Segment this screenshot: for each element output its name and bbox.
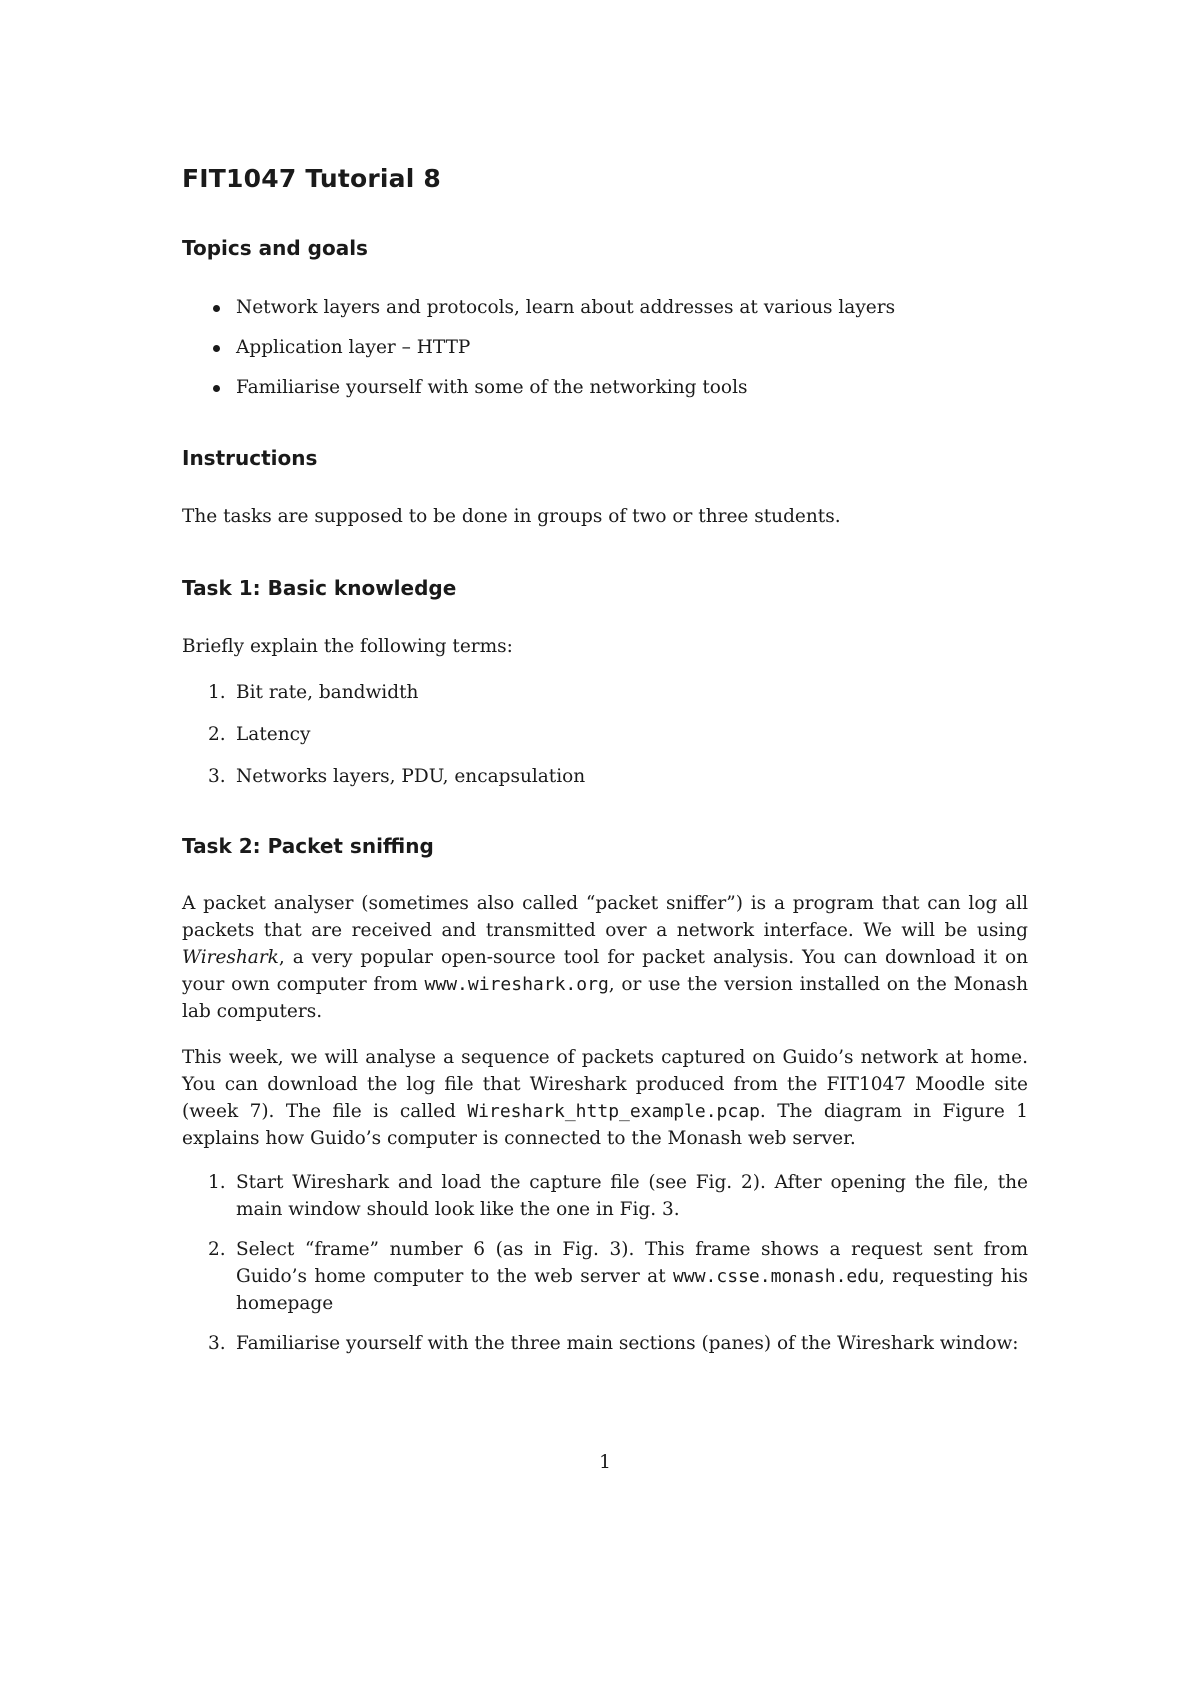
emphasis-text: Wireshark <box>182 947 279 968</box>
paragraph-text: A packet analyser (sometimes also called “packet sniffer”) is a program that can log all packets that are received and transmitted over a network interface. We will be using <box>182 893 1028 941</box>
list-item-text: Bit rate, bandwidth <box>236 682 419 703</box>
list-item <box>182 763 585 790</box>
task1-list <box>182 679 585 790</box>
paragraph-text: , a very popular open-source tool for packet analysis. You can download it on your own computer from <box>182 947 1028 995</box>
list-item <box>182 334 895 361</box>
section-heading-task2: Task 2: Packet sniffing <box>182 834 434 858</box>
task2-paragraph-2 <box>182 1044 1028 1152</box>
paragraph-text: . The diagram in Figure 1 explains how Guido’s computer is connected to the Monash web server. <box>182 1101 1028 1149</box>
list-item <box>182 294 895 321</box>
bullet-icon <box>213 385 220 392</box>
section-heading-topics: Topics and goals <box>182 236 368 260</box>
list-item-text: , requesting his homepage <box>236 1266 1028 1314</box>
task2-steps-list <box>182 1169 1028 1357</box>
list-item-text: Application layer – HTTP <box>236 337 471 358</box>
list-item-text: Familiarise yourself with some of the networking tools <box>236 377 748 398</box>
list-number: 1. <box>208 682 226 703</box>
list-item-text: Networks layers, PDU, encapsulation <box>236 766 586 787</box>
topics-list <box>182 294 895 401</box>
list-number: 3. <box>208 1333 226 1354</box>
list-item-text: Start Wireshark and load the capture file (see Fig. 2). After opening the file, the main window should look like the one in Fig. 3. <box>236 1172 1028 1220</box>
task2-paragraph-1 <box>182 890 1028 1025</box>
paragraph-text: This week, we will analyse a sequence of packets captured on Guido’s network at home. You can download the log file that Wireshark produced from the FIT1047 Moodle site (week 7). The file is called <box>182 1047 1028 1122</box>
list-item <box>182 1236 1028 1317</box>
bullet-icon <box>213 305 220 312</box>
list-item <box>182 1169 1028 1223</box>
code-text: www.wireshark.org <box>424 974 609 995</box>
list-item <box>182 1330 1028 1357</box>
section-heading-task1: Task 1: Basic knowledge <box>182 576 457 600</box>
list-number: 3. <box>208 766 226 787</box>
list-number: 2. <box>208 724 226 745</box>
code-text: www.csse.monash.edu <box>673 1266 879 1287</box>
list-number: 1. <box>208 1172 226 1193</box>
bullet-icon <box>213 345 220 352</box>
list-item <box>182 721 585 748</box>
code-text: Wireshark_http_example.pcap <box>467 1101 760 1122</box>
list-item-text: Familiarise yourself with the three main sections (panes) of the Wireshark window: <box>236 1333 1019 1354</box>
section-heading-instructions: Instructions <box>182 446 318 470</box>
list-item-text: Network layers and protocols, learn about addresses at various layers <box>236 297 896 318</box>
page-title: FIT1047 Tutorial 8 <box>182 164 441 193</box>
page-number: 1 <box>599 1452 611 1473</box>
list-item <box>182 374 895 401</box>
task1-intro: Briefly explain the following terms: <box>182 636 513 657</box>
list-item-text: Select “frame” number 6 (as in Fig. 3). This frame shows a request sent from Guido’s home computer to the web server at <box>236 1239 1028 1287</box>
list-number: 2. <box>208 1239 226 1260</box>
list-item-text: Latency <box>236 724 311 745</box>
list-item <box>182 679 585 706</box>
instructions-text: The tasks are supposed to be done in groups of two or three students. <box>182 506 841 527</box>
paragraph-text: , or use the version installed on the Monash lab computers. <box>182 974 1029 1022</box>
